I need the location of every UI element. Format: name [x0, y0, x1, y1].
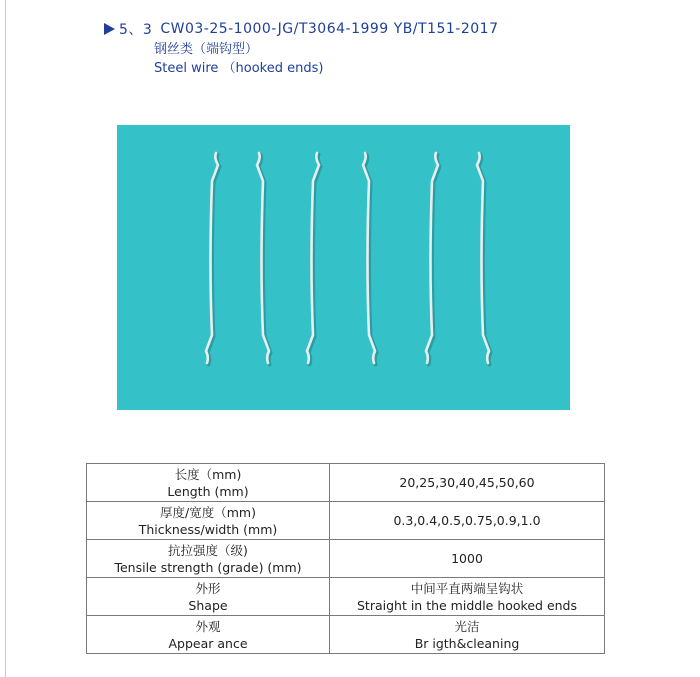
- spec-value-cn: 光洁: [454, 618, 480, 634]
- table-row: [87, 540, 605, 578]
- spec-label-cn: 外观: [195, 618, 221, 634]
- steel-wire-photo: [117, 125, 570, 410]
- spec-value-cell: [330, 502, 605, 540]
- spec-value-en: 0.3,0.4,0.5,0.75,0.9,1.0: [393, 513, 541, 528]
- spec-label-en: Thickness/width (mm): [138, 521, 278, 537]
- spec-value-en: Br igth&cleaning: [414, 635, 520, 651]
- spec-label-en: Tensile strength (grade) (mm): [114, 559, 302, 575]
- spec-value-en: 20,25,30,40,45,50,60: [399, 475, 535, 490]
- spec-label-en: Appear ance: [168, 635, 248, 651]
- spec-label-cell: [87, 578, 330, 616]
- spec-value-en: Straight in the middle hooked ends: [356, 597, 578, 613]
- spec-table: [86, 463, 605, 654]
- spec-value-cell: [330, 540, 605, 578]
- triangle-bullet-icon: [104, 23, 115, 35]
- product-photo: [117, 125, 570, 410]
- table-row: [87, 502, 605, 540]
- spec-value-cell: [330, 616, 605, 654]
- spec-label-cn: 抗拉强度（级): [168, 542, 248, 558]
- spec-value-en: 1000: [451, 551, 483, 566]
- product-code: CW03-25-1000-JG/T3064-1999 YB/T151-2017: [160, 21, 499, 37]
- spec-label-cell: [87, 540, 330, 578]
- section-number: 5、3: [119, 22, 153, 38]
- spec-label-cn: 厚度/宽度（mm): [160, 504, 256, 520]
- table-row: [87, 578, 605, 616]
- section-header: [104, 18, 498, 78]
- spec-value-cn: 中间平直两端呈钩状: [410, 580, 524, 596]
- spec-label-en: Shape: [188, 597, 228, 613]
- title-chinese: 钢丝类（端钩型）: [154, 42, 259, 57]
- spec-value-cell: [330, 578, 605, 616]
- table-row: [87, 464, 605, 502]
- spec-label-cell: [87, 502, 330, 540]
- section-header-row: [104, 18, 498, 40]
- page-left-rule: [5, 0, 6, 677]
- table-row: [87, 616, 605, 654]
- spec-label-cell: [87, 464, 330, 502]
- spec-label-en: Length (mm): [167, 483, 249, 499]
- spec-value-cell: [330, 464, 605, 502]
- spec-label-cell: [87, 616, 330, 654]
- spec-label-cn: 外形: [195, 580, 221, 596]
- title-english: Steel wire （hooked ends): [154, 61, 324, 76]
- spec-label-cn: 长度（mm): [174, 466, 242, 482]
